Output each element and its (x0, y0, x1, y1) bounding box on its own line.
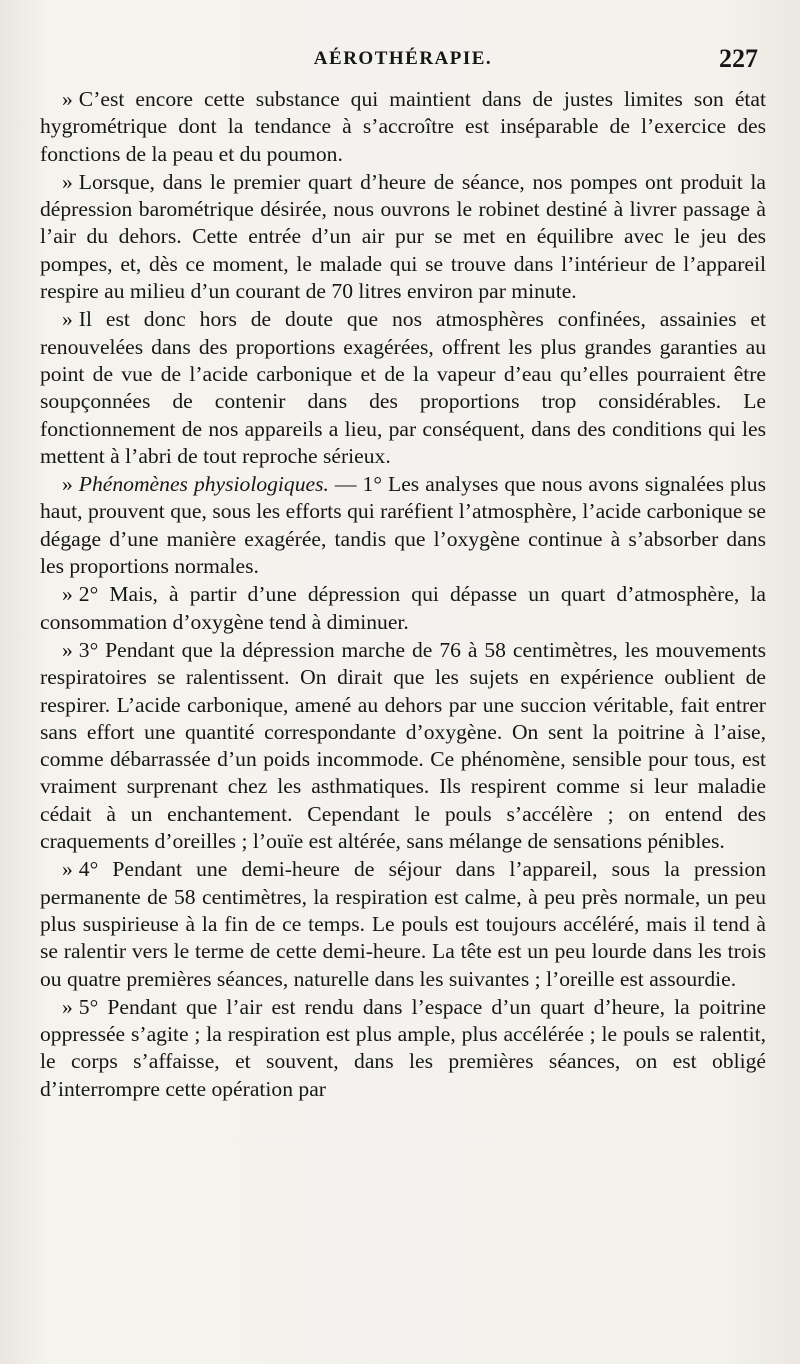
paragraph-text: 5° Pendant que l’air est rendu dans l’espace d’un quart d’heure, la poitrine oppressée s’agite ; la respiration est plus ample, plus accélérée ; le pouls se ralentit, le corps s’affaisse, et souvent, dans les premières séances, on est obligé d’interrompre cette opération par (40, 994, 766, 1101)
page-number: 227 (719, 44, 758, 73)
running-title: AÉROTHÉRAPIE. (313, 48, 493, 69)
quote-mark: » (62, 307, 73, 332)
paragraph-4 (40, 471, 766, 580)
paragraph-2 (40, 169, 766, 305)
paragraph-text: Lorsque, dans le premier quart d’heure de séance, nos pompes ont produit la dépression barométrique désirée, nous ouvrons le robinet destiné à livrer passage à l’air du dehors. Cette entrée d’un air pur se met en équilibre avec le jeu des pompes, et, dès ce moment, le malade qui se trouve dans l’intérieur de l’appareil respire au milieu d’un courant de 70 litres environ par minute. (40, 169, 766, 304)
paragraph-8 (40, 994, 766, 1103)
quote-mark: » (62, 472, 73, 497)
paragraph-text: 4° Pendant une demi-heure de séjour dans l’appareil, sous la pression permanente de 58 centimètres, la respiration est calme, à peu près normale, un peu plus suspirieuse à la fin de ce temps. Le pouls est toujours accéléré, mais il tend à se ralentir vers le terme de cette demi-heure. La tête est un peu lourde dans les trois ou quatre premières séances, naturelle dans les suivantes ; l’oreille est assourdie. (40, 857, 766, 991)
paragraph-3 (40, 306, 766, 470)
quote-mark: » (62, 582, 73, 607)
paragraph-text: 2° Mais, à partir d’une dépression qui dépasse un quart d’atmosphère, la consommation d’oxygène tend à diminuer. (40, 582, 766, 634)
paragraph-6 (40, 637, 766, 855)
section-heading: Phénomènes physiologiques. (78, 472, 329, 497)
quote-mark: » (62, 857, 73, 882)
paragraph-text: — 1° Les analyses que nous avons signalées plus haut, prouvent que, sous les efforts qui raréfient l’atmosphère, l’acide carbonique se dégage d’une manière exagérée, tandis que l’oxygène continue à s’absorber dans les proportions normales. (40, 472, 766, 579)
quote-mark: » (62, 637, 73, 662)
quote-mark: » (62, 87, 73, 111)
page-header (40, 0, 766, 86)
paragraph-7 (40, 856, 766, 992)
body-text (40, 86, 766, 1103)
quote-mark: » (62, 994, 73, 1019)
paragraph-text: Il est donc hors de doute que nos atmosphères confinées, assainies et renouvelées dans des proportions exagérées, offrent les plus grandes garanties au point de vue de l’acide carbonique et de la vapeur d’eau qu’elles pourraient être soupçonnées de contenir dans des proportions trop considérables. Le fonctionnement de nos appareils a lieu, par conséquent, dans des conditions qui les mettent à l’abri de tout reproche sérieux. (40, 307, 766, 468)
paragraph-text: 3° Pendant que la dépression marche de 76 à 58 centimètres, les mouvements respiratoires se ralentissent. On dirait que les sujets en expérience oublient de respirer. L’acide carbonique, amené au dehors par une succion véritable, fait entrer sans effort une quantité correspondante d’oxygène. On sent la poitrine à l’aise, comme débarrassée d’un poids incommode. Ce phénomène, sensible pour tous, est vraiment surprenant chez les asthmatiques. Ils respirent comme si leur maladie cédait à un enchantement. Cependant le pouls s’accélère ; on entend des craquements d’oreilles ; l’ouïe est altérée, sans mélange de sensations pénibles. (40, 637, 766, 854)
quote-mark: » (62, 169, 73, 194)
paragraph-text: C’est encore cette substance qui maintient dans de justes limites son état hygrométrique dont la tendance à s’accroître est inséparable de l’exercice des fonctions de la peau et du poumon. (40, 87, 766, 166)
paragraph-1 (40, 86, 766, 168)
paragraph-5 (40, 581, 766, 636)
